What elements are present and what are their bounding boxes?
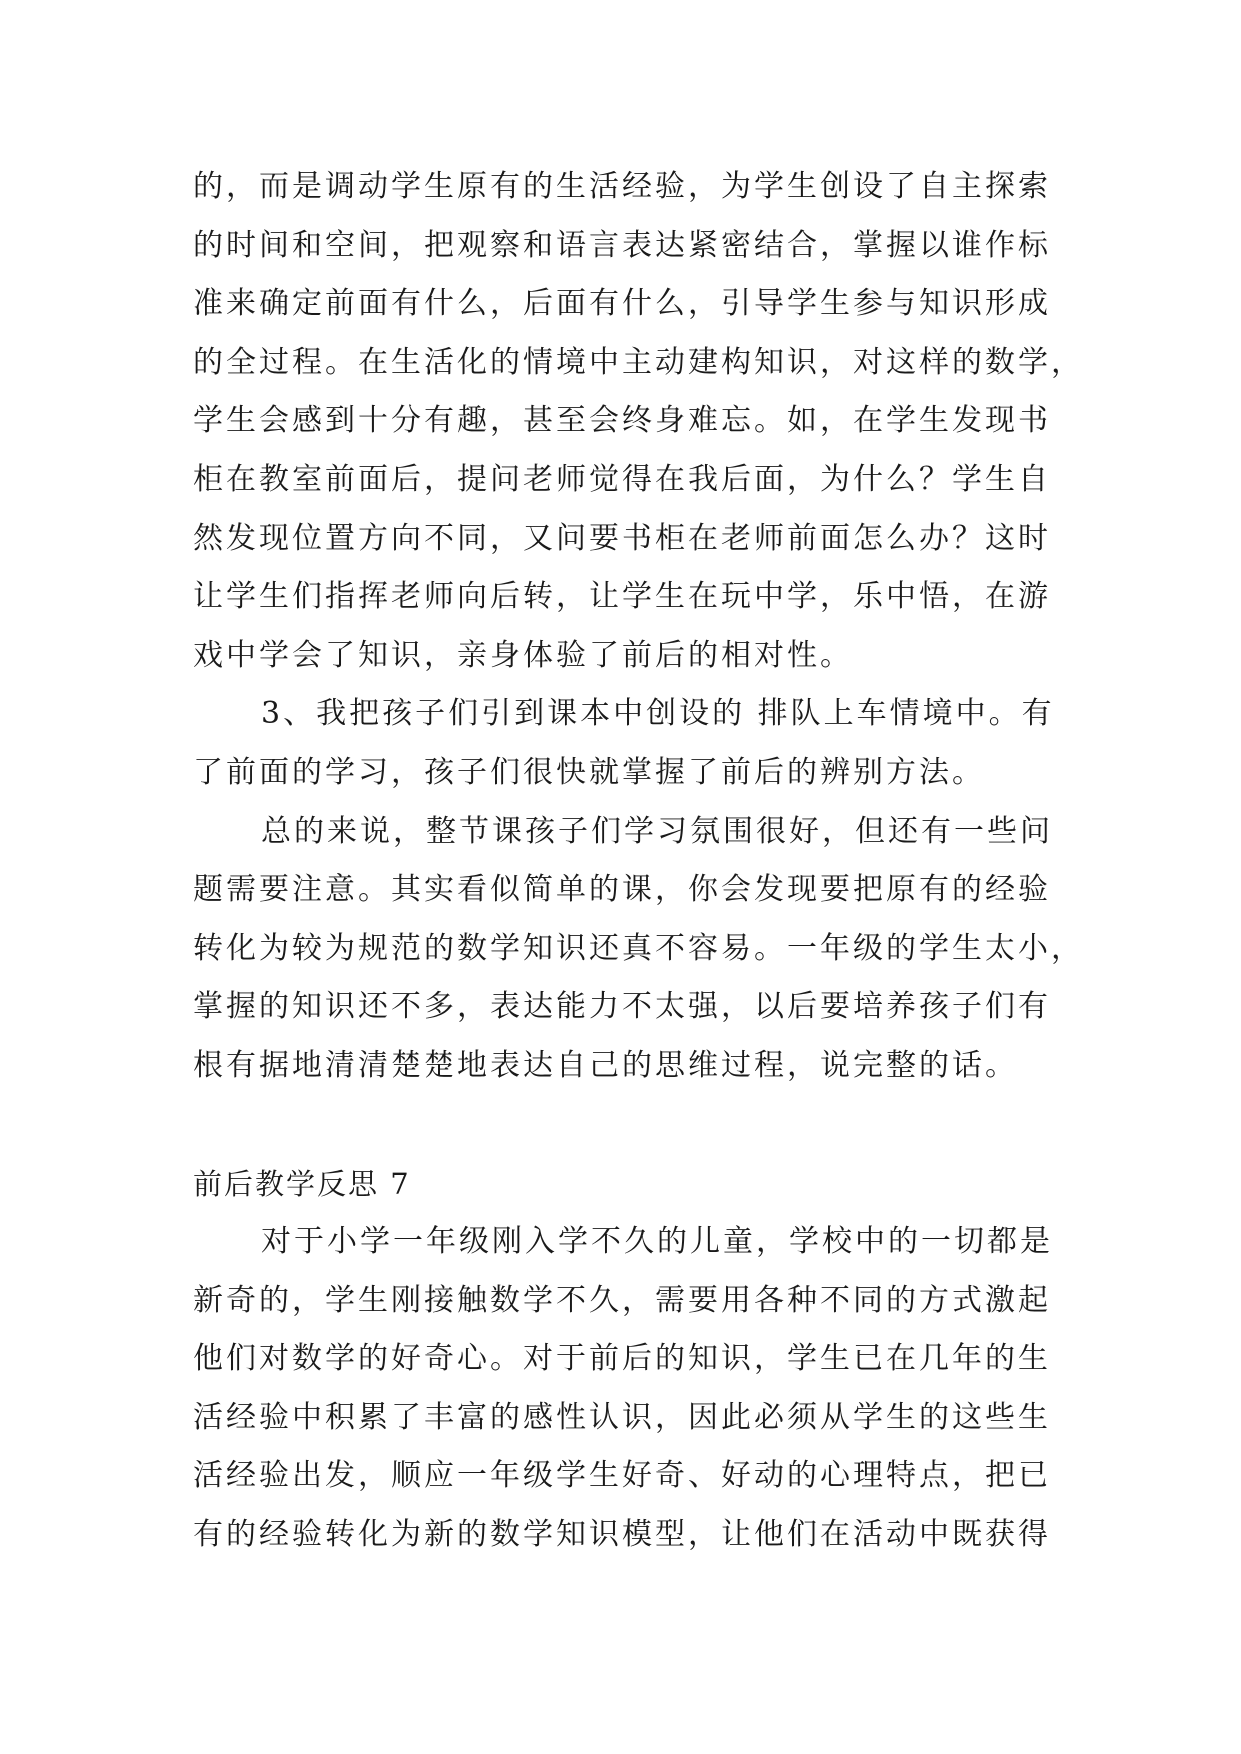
- text-line: 新奇的，学生刚接触数学不久，需要用各种不同的方式激起: [193, 1282, 1051, 1318]
- text-line: 的，而是调动学生原有的生活经验，为学生创设了自主探索: [193, 169, 1051, 204]
- text-line: 转化为较为规范的数学知识还真不容易。一年级的学生太小，: [193, 930, 1084, 966]
- text-line: 柜在教室前面后，提问老师觉得在我后面，为什么？学生自: [193, 461, 1051, 497]
- paragraph-point-3: [193, 685, 1053, 802]
- text-line: 活经验中积累了丰富的感性认识，因此必须从学生的这些生: [193, 1399, 1051, 1435]
- text-line: 了前面的学习，孩子们很快就掌握了前后的辨别方法。: [193, 754, 985, 790]
- text-line: 学生会感到十分有趣，甚至会终身难忘。如，在学生发现书: [193, 403, 1051, 439]
- text-line: 总的来说，整节课孩子们学习氛围很好，但还有一些问: [261, 813, 1053, 849]
- document-body-top: [193, 158, 1084, 1096]
- text-line: 活经验出发，顺应一年级学生好奇、好动的心理特点，把已: [193, 1458, 1051, 1494]
- paragraph-continuation: [193, 158, 1084, 685]
- text-line: 掌握的知识还不多，表达能力不太强，以后要培养孩子们有: [193, 989, 1051, 1025]
- text-line: 有的经验转化为新的数学知识模型，让他们在活动中既获得: [193, 1516, 1051, 1552]
- text-line: 他们对数学的好奇心。对于前后的知识，学生已在几年的生: [193, 1341, 1051, 1377]
- text-line: 对于小学一年级刚入学不久的儿童，学校中的一切都是: [261, 1224, 1053, 1259]
- text-line: 准来确定前面有什么，后面有什么，引导学生参与知识形成: [193, 286, 1051, 322]
- section-title: 前后教学反思 7: [193, 1167, 411, 1201]
- text-line: 然发现位置方向不同，又问要书柜在老师前面怎么办？这时: [193, 520, 1051, 556]
- text-line: 根有据地清清楚楚地表达自己的思维过程，说完整的话。: [193, 1047, 1018, 1083]
- text-line: 题需要注意。其实看似简单的课，你会发现要把原有的经验: [193, 872, 1051, 908]
- section-paragraph: [193, 1213, 1053, 1565]
- text-line: 的全过程。在生活化的情境中主动建构知识，对这样的数学，: [193, 344, 1084, 380]
- text-line: 3、我把孩子们引到课本中创设的 排队上车情境中。有: [261, 696, 1055, 732]
- paragraph-summary: [193, 803, 1084, 1096]
- text-line: 让学生们指挥老师向后转，让学生在玩中学，乐中悟，在游: [193, 579, 1051, 615]
- document-section-7: [193, 1155, 1053, 1565]
- text-line: 的时间和空间，把观察和语言表达紧密结合，掌握以谁作标: [193, 227, 1051, 263]
- text-line: 戏中学会了知识，亲身体验了前后的相对性。: [193, 637, 853, 673]
